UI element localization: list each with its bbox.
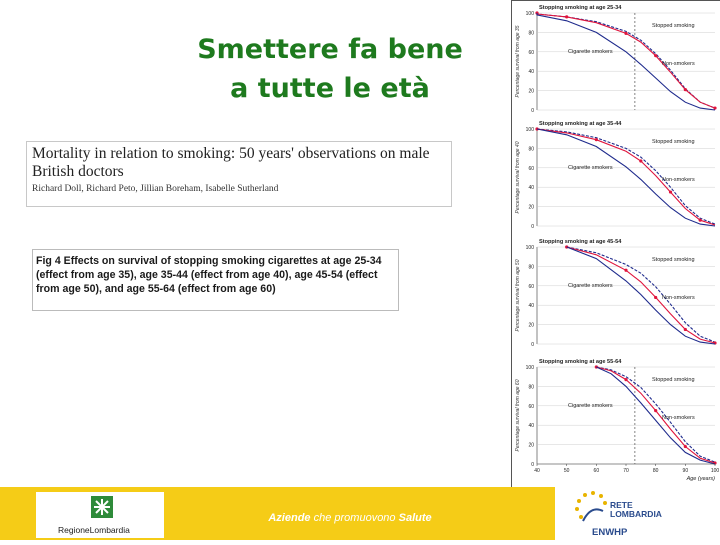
y-tick-label: 100 [525, 11, 534, 17]
y-tick-label: 60 [528, 403, 534, 410]
y-tick-label: 60 [528, 49, 534, 56]
panel-title: Stopping smoking at age 35-44 [539, 121, 622, 127]
slide-title [170, 30, 490, 108]
regione-lombardia-logo [36, 492, 164, 538]
y-tick-label: 60 [528, 165, 534, 172]
y-tick-label: 80 [528, 264, 534, 271]
y-axis-label: Percentage survival from age 35 [515, 25, 521, 98]
x-tick-label: 40 [534, 468, 540, 474]
y-tick-label: 80 [528, 146, 534, 153]
chart-panel-3 [515, 239, 717, 348]
x-tick-label: 50 [563, 468, 570, 474]
series-label: Cigarette smokers [568, 165, 613, 171]
y-tick-label: 0 [531, 224, 534, 230]
rete-label-line1: RETE [610, 500, 633, 510]
series-label: Cigarette smokers [568, 403, 613, 409]
y-tick-label: 0 [531, 108, 534, 114]
panel-title: Stopping smoking at age 55-64 [539, 359, 622, 365]
footer-word-mid: che promuovono [310, 512, 399, 524]
series-label: Non-smokers [662, 61, 695, 67]
stopped-point [624, 269, 627, 272]
stopped-point [713, 106, 716, 109]
x-axis-label: Age (years) [686, 476, 715, 482]
y-axis-label: Percentage survival from age 50 [515, 259, 521, 332]
y-tick-label: 20 [528, 442, 534, 449]
x-tick-label: 90 [682, 468, 689, 474]
paper-title: Mortality in relation to smoking: 50 years' observations on male British doctors [32, 145, 430, 180]
x-tick-label: 60 [593, 468, 600, 474]
y-tick-label: 40 [528, 303, 534, 310]
y-tick-label: 40 [528, 185, 534, 192]
stopped-point [565, 15, 568, 18]
paper-authors: Richard Doll, Richard Peto, Jillian Boreham, Isabelle Sutherland [32, 184, 279, 194]
paper-reference [26, 141, 452, 207]
y-tick-label: 100 [525, 365, 534, 371]
figure-caption: Fig 4 Effects on survival of stopping smoking cigarettes at age 25-34 (effect from age 35), age 35-44 (effect from age 40), age 45-54 (effect from age 50), and age 55-64 (effect from age 60) [36, 255, 382, 295]
slide-title-line2: a tutte le età [230, 73, 430, 104]
series-label: Stopped smoking [652, 377, 695, 383]
footer-word-aziende: Aziende [268, 512, 311, 524]
series-label: Non-smokers [662, 177, 695, 183]
rete-lombardia-label [610, 501, 662, 519]
stopped-point [684, 445, 687, 448]
survival-charts-svg [512, 1, 720, 488]
survival-charts [511, 0, 720, 489]
stopped-point [669, 190, 672, 193]
x-tick-label: 100 [710, 468, 720, 474]
y-axis-label: Percentage survival from age 60 [515, 379, 521, 452]
panel-title: Stopping smoking at age 45-54 [539, 239, 622, 245]
stopped-point [654, 409, 657, 412]
series-label: Cigarette smokers [568, 49, 613, 55]
enwhp-label: ENWHP [592, 527, 628, 538]
y-tick-label: 40 [528, 423, 534, 430]
chart-panel-4 [515, 359, 717, 468]
stopped-point [684, 328, 687, 331]
y-tick-label: 20 [528, 88, 534, 95]
series-label: Stopped smoking [652, 139, 695, 145]
stopped-point [684, 88, 687, 91]
y-tick-label: 20 [528, 322, 534, 329]
panel-title: Stopping smoking at age 25-34 [539, 5, 622, 11]
footer-word-salute: Salute [398, 512, 432, 524]
y-tick-label: 60 [528, 283, 534, 290]
y-tick-label: 100 [525, 127, 534, 133]
slide-title-line1: Smettere fa bene [197, 34, 463, 65]
figure-caption-box [32, 249, 399, 311]
series-label: Stopped smoking [652, 23, 695, 29]
y-tick-label: 100 [525, 245, 534, 251]
stopped-point [595, 138, 598, 141]
y-tick-label: 0 [531, 462, 534, 468]
stopped-point [639, 159, 642, 162]
regione-lombardia-label: RegioneLombardia [58, 525, 130, 535]
stopped-point [654, 54, 657, 57]
series-label: Non-smokers [662, 415, 695, 421]
stopped-point [654, 296, 657, 299]
chart-panel-1 [515, 5, 717, 114]
rete-label-line2: LOMBARDIA [610, 509, 662, 519]
stopped-point [624, 32, 627, 35]
y-tick-label: 40 [528, 69, 534, 76]
y-tick-label: 80 [528, 384, 534, 391]
chart-panel-2 [515, 121, 715, 230]
x-tick-label: 80 [652, 468, 659, 474]
x-tick-label: 70 [623, 468, 629, 474]
series-label: Non-smokers [662, 295, 695, 301]
y-tick-label: 0 [531, 342, 534, 348]
stopped-point [624, 378, 627, 381]
series-label: Cigarette smokers [568, 283, 613, 289]
stopped-point [699, 219, 702, 222]
rete-lombardia-logo [555, 487, 720, 540]
y-axis-label: Percentage survival from age 40 [515, 141, 521, 214]
y-tick-label: 20 [528, 204, 534, 211]
y-tick-label: 80 [528, 30, 534, 37]
series-label: Stopped smoking [652, 257, 695, 263]
footer-caption [200, 512, 500, 524]
